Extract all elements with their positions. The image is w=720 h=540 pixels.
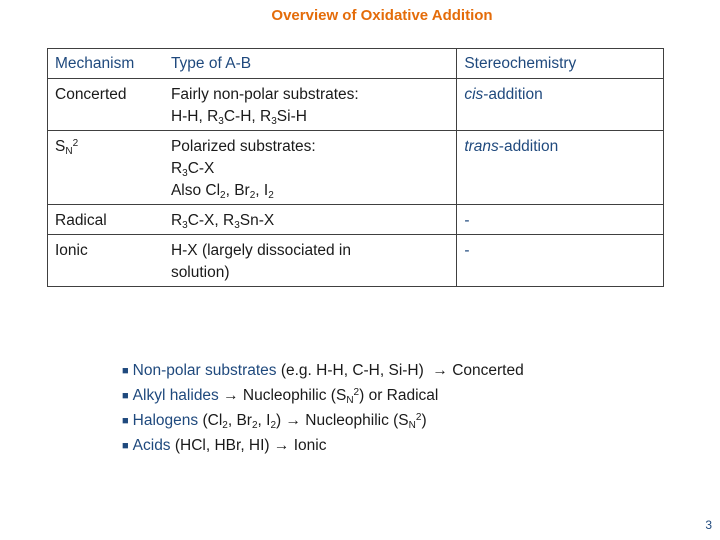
type-line: solution) — [170, 264, 230, 281]
list-item — [122, 359, 524, 384]
cell-mechanism: Concerted — [48, 79, 164, 131]
page-number: 3 — [705, 518, 712, 532]
table-row — [48, 131, 664, 205]
type-line: Polarized substrates: — [170, 138, 316, 155]
cell-mechanism: $S_N^2$ — [48, 131, 164, 205]
cell-mechanism: Ionic — [48, 235, 164, 287]
stereo-rest: -addition — [498, 138, 559, 155]
cell-type — [164, 235, 457, 287]
bullet-highlight: Non-polar substrates — [132, 362, 277, 379]
cell-mechanism: Radical — [48, 205, 164, 235]
bullet-text: → Nucleophilic $(S_N^2)$ or Radical — [218, 387, 439, 406]
slide-title: Overview of Oxidative Addition — [271, 7, 493, 24]
square-bullet-icon: ■ — [122, 365, 129, 377]
bullet-highlight: Acids — [132, 437, 171, 454]
stereo-emphasis: cis — [464, 86, 484, 103]
type-line: $R_3C-X$ — [170, 160, 215, 179]
mechanism-table — [47, 48, 664, 287]
header-mechanism: Mechanism — [48, 49, 164, 79]
table-row — [48, 205, 664, 235]
bullet-text: (e.g. H-H, C-H, Si-H) → Concerted — [276, 362, 524, 379]
cell-stereochemistry — [457, 131, 664, 205]
table-header-row — [48, 49, 664, 79]
header-stereochemistry: Stereochemistry — [457, 49, 664, 79]
table-row — [48, 235, 664, 287]
list-item — [122, 434, 524, 459]
cell-type: $R_3C-X$, $R_3Sn-X$ — [164, 205, 457, 235]
summary-bullet-list — [122, 359, 524, 459]
cell-type — [164, 79, 457, 131]
type-line: Fairly non-polar substrates: — [170, 86, 359, 103]
type-line: Also $Cl_2$, $Br_2$, $I_2$ — [170, 182, 274, 201]
cell-stereochemistry: - — [457, 205, 664, 235]
bullet-highlight: Alkyl halides — [132, 387, 219, 404]
cell-type — [164, 131, 457, 205]
stereo-rest: -addition — [483, 86, 543, 103]
cell-stereochemistry: - — [457, 235, 664, 287]
type-line: H-X (largely dissociated in — [170, 242, 351, 259]
square-bullet-icon: ■ — [122, 415, 129, 427]
header-type: Type of A-B — [164, 49, 457, 79]
list-item — [122, 409, 524, 434]
bullet-text: (HCl, HBr, HI) → Ionic — [170, 437, 327, 454]
bullet-highlight: Halogens — [132, 412, 199, 429]
list-item — [122, 384, 524, 409]
type-line: H-H, $R_3C-H$, $R_3Si-H$ — [170, 108, 307, 127]
bullet-text: ($Cl_2$, $Br_2$, $I_2$) → Nucleophilic $(S_N^2)$ — [198, 412, 427, 431]
square-bullet-icon: ■ — [122, 390, 129, 402]
cell-stereochemistry — [457, 79, 664, 131]
table-row — [48, 79, 664, 131]
stereo-emphasis: trans — [464, 138, 499, 155]
square-bullet-icon: ■ — [122, 440, 129, 452]
